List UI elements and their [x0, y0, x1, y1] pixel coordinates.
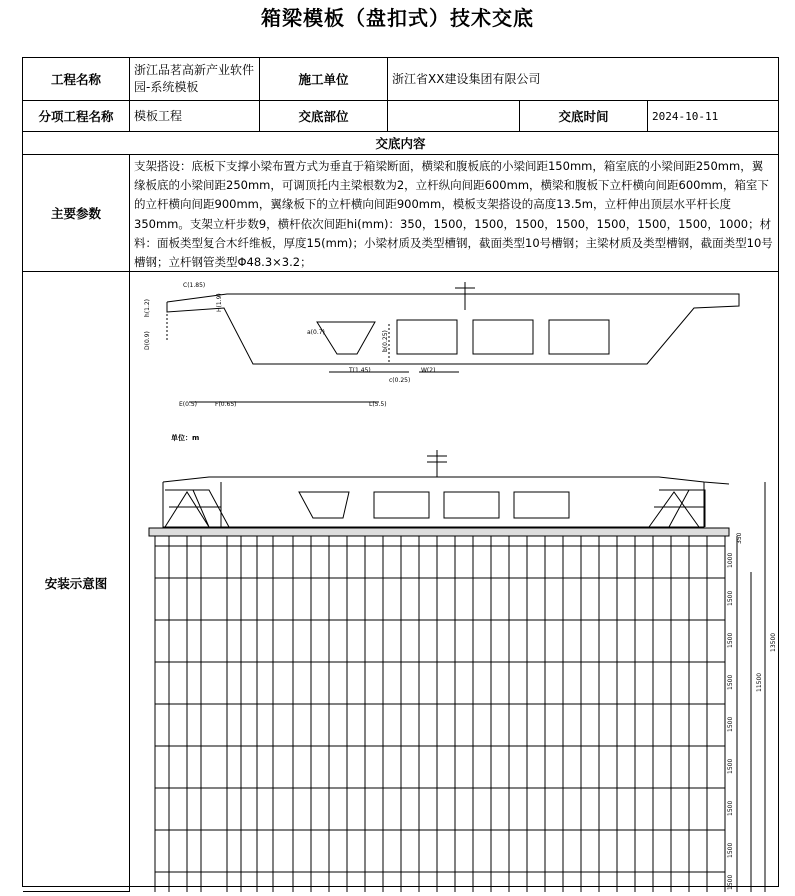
dim-label: a(0.7) — [307, 329, 325, 336]
location-label: 交底部位 — [260, 101, 388, 132]
side-dim-label: 1500 — [727, 674, 734, 690]
dim-label: E(0.5) — [179, 401, 198, 408]
dim-label: C(1.85) — [183, 282, 206, 289]
total-height-label: 13500 — [770, 632, 777, 652]
date-value: 2024-10-11 — [648, 101, 778, 132]
side-dim-label: 350 — [736, 532, 743, 544]
side-dim-label: 1500 — [727, 800, 734, 816]
dim-label: b(0.25) — [382, 330, 389, 352]
date-label: 交底时间 — [520, 101, 648, 132]
params-text: 支架搭设：底板下支撑小梁布置方式为垂直于箱梁断面，横梁和腹板底的小梁间距150mm，箱室底的小梁间距250mm，翼缘板底的小梁间距250mm，可调顶托内主梁根数为2，立杆纵向间距600mm，横梁和腹板下立杆横向间距600mm，箱室下的立杆横向间距900mm，翼缘板下的立杆横向间距900mm，模板支架搭设的高度13.5m，立杆伸出顶层水平杆长度350mm。支架立杆步数9，横杆依次间距hi(mm)：350，1500，1500，1500，1500，1500，1500，1500，1000；材料：面板类型复合木纤维板，厚度15(mm)；小梁材质及类型槽钢，截面类型10号槽钢；主梁材质及类型槽钢，截面类型10号槽钢；立杆钢管类型Φ48.3×3.2； — [130, 155, 778, 272]
dim-label: H(1.9) — [216, 293, 223, 312]
contractor-value: 浙江省XX建设集团有限公司 — [388, 58, 778, 101]
dimension-labels — [144, 282, 435, 408]
side-dim-label: 1500 — [727, 590, 734, 606]
section-title: 交底内容 — [23, 132, 778, 155]
sub-project-label: 分项工程名称 — [23, 101, 130, 132]
side-dim-label: 1500 — [727, 874, 734, 890]
dim-label: T(1.45) — [349, 367, 371, 374]
side-dim-label: 1500 — [727, 716, 734, 732]
sub-height-label: 11500 — [756, 672, 763, 692]
contractor-label: 施工单位 — [260, 58, 388, 101]
dim-label: c(0.25) — [389, 377, 411, 384]
params-label: 主要参数 — [23, 155, 130, 272]
dim-label: D(0.9) — [144, 331, 151, 350]
base-plank — [149, 528, 729, 536]
side-dimension-labels — [727, 532, 777, 890]
project-name-label: 工程名称 — [23, 58, 130, 101]
side-dim-label: 1500 — [727, 842, 734, 858]
document-title: 箱梁模板（盘扣式）技术交底 — [261, 6, 534, 30]
install-label: 安装示意图 — [23, 272, 130, 892]
girder-elevation — [163, 450, 729, 527]
dim-label: L(5.5) — [369, 401, 387, 408]
side-dim-label: 1500 — [727, 758, 734, 774]
unit-label: 单位：m — [171, 434, 200, 442]
disclosure-table — [22, 57, 779, 890]
dim-label: W(2) — [421, 367, 436, 374]
side-dim-label: 1500 — [727, 632, 734, 648]
box-girder-section — [167, 282, 739, 402]
sub-project-value: 模板工程 — [130, 101, 260, 132]
scaffold-grid — [155, 536, 725, 892]
installation-drawing — [129, 272, 780, 892]
side-dim-label: 1000 — [727, 552, 734, 568]
dim-label: h(1.2) — [144, 298, 151, 317]
location-value — [388, 101, 520, 132]
installation-diagram — [129, 272, 780, 892]
dim-label: F(0.65) — [215, 401, 237, 408]
project-name-value: 浙江品茗高新产业软件园-系统模板 — [130, 58, 260, 101]
